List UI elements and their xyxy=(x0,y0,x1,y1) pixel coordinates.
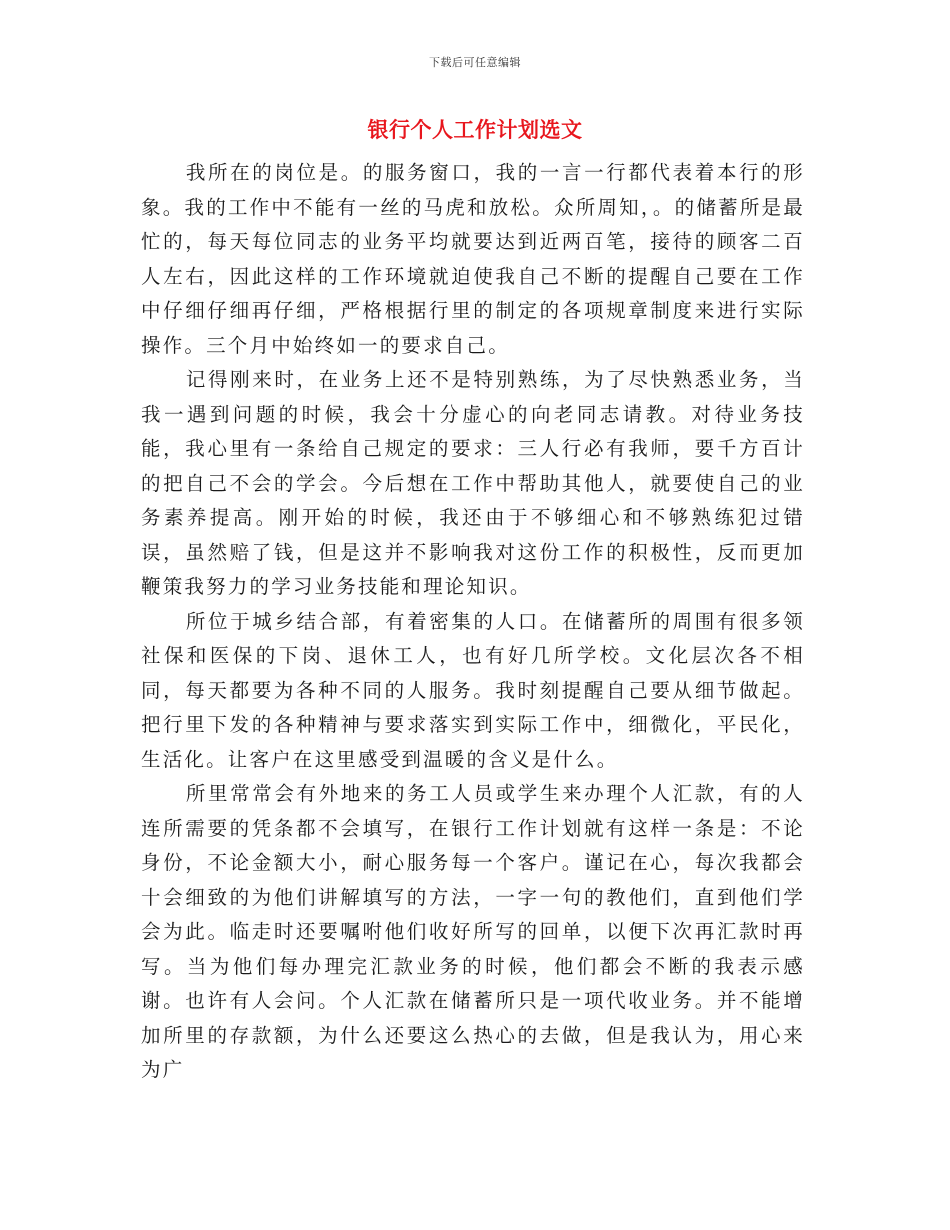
document-body xyxy=(141,156,805,1088)
document-title: 银行个人工作计划选文 xyxy=(367,118,583,142)
paragraph-3: 所位于城乡结合部，有着密集的人口。在储蓄所的周围有很多领社保和医保的下岗、退休工人，也有好几所学校。文化层次各不相同，每天都要为各种不同的人服务。我时刻提醒自己要从细节做起。把行里下发的各种精神与要求落实到实际工作中，细微化，平民化，生活化。让客户在这里感受到温暖的含义是什么。 xyxy=(141,609,805,771)
paragraph-2: 记得刚来时，在业务上还不是特别熟练，为了尽快熟悉业务，当我一遇到问题的时候，我会十分虚心的向老同志请教。对待业务技能，我心里有一条给自己规定的要求：三人行必有我师，要千方百计的把自己不会的学会。今后想在工作中帮助其他人，就要使自己的业务素养提高。刚开始的时候，我还由于不够细心和不够熟练犯过错误，虽然赔了钱，但是这并不影响我对这份工作的积极性，反而更加鞭策我努力的学习业务技能和理论知识。 xyxy=(141,368,805,598)
header-note: 下载后可任意编辑 xyxy=(429,56,521,69)
paragraph-1: 我所在的岗位是。的服务窗口，我的一言一行都代表着本行的形象。我的工作中不能有一丝的马虎和放松。众所周知，。的储蓄所是最忙的，每天每位同志的业务平均就要达到近两百笔，接待的顾客二百人左右，因此这样的工作环境就迫使我自己不断的提醒自己要在工作中仔细仔细再仔细，严格根据行里的制定的各项规章制度来进行实际操作。三个月中始终如一的要求自己。 xyxy=(141,161,805,357)
paragraph-4: 所里常常会有外地来的务工人员或学生来办理个人汇款，有的人连所需要的凭条都不会填写，在银行工作计划就有这样一条是：不论身份，不论金额大小，耐心服务每一个客户。谨记在心，每次我都会十会细致的为他们讲解填写的方法，一字一句的教他们，直到他们学会为此。临走时还要嘱咐他们收好所写的回单，以便下次再汇款时再写。当为他们每办理完汇款业务的时候，他们都会不断的我表示感谢。也许有人会问。个人汇款在储蓄所只是一项代收业务。并不能增加所里的存款额，为什么还要这么热心的去做，但是我认为，用心来为广 xyxy=(141,782,805,1081)
